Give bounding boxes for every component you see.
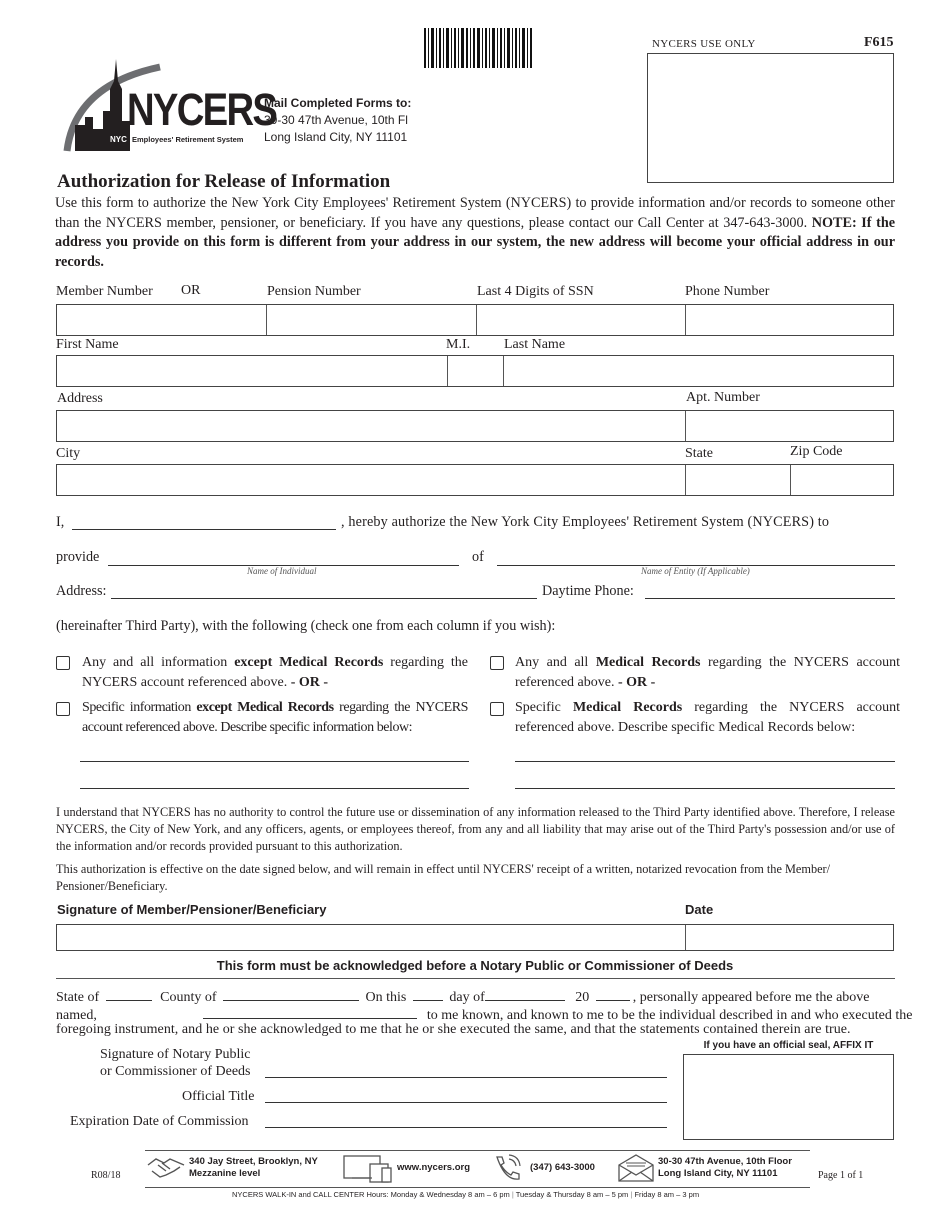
option-text-bold: Medical Records: [572, 700, 683, 715]
id-row-box: [56, 304, 894, 336]
i-label: I,: [56, 514, 65, 530]
authorizer-name-line[interactable]: [72, 529, 336, 530]
named-line[interactable]: [203, 1004, 417, 1019]
seal-label: If you have an official seal, AFFIX IT: [703, 1040, 874, 1051]
mail-icon: [617, 1153, 655, 1183]
entity-hint: Name of Entity (If Applicable): [641, 566, 750, 576]
form-id: F615: [864, 35, 894, 50]
handshake-icon: [146, 1153, 186, 1183]
option-text: regarding the NYCERS account referenced above. Describe specific information below:: [82, 700, 468, 735]
third-party-address-line[interactable]: [111, 598, 537, 599]
footer-website[interactable]: www.nycers.org: [397, 1162, 471, 1173]
personally-text: , personally appeared before me the above: [632, 990, 870, 1005]
hours-mon-wed: NYCERS WALK-IN and CALL CENTER Hours: Monday & Wednesday 8 am – 6 pm: [232, 1190, 510, 1199]
option-or: - OR -: [290, 675, 329, 690]
release-paragraph: I understand that NYCERS has no authority to control the future use or dissemination of any information released to the Third Party identified above. Therefore, I release NYCERS, the City of New York, and any officers, agents, or employees thereof, from any and all liability that may arise out of the Third Party's possession and/or use of the information and/or records provided pursuant to this authorization.: [56, 805, 895, 853]
hours-fri: Friday 8 am – 3 pm: [634, 1190, 700, 1199]
intro-text: Use this form to authorize the New York City Employees' Retirement System (NYCERS) to provide information and/or records to someone other than the NYCERS member, pensioner, or beneficiary. If you have any questions, please contact our Call Center at 347-643-3000.: [55, 195, 895, 231]
page-title: Authorization for Release of Information: [57, 171, 391, 192]
day-of-label: day of: [449, 990, 485, 1005]
page-number: Page 1 of 1: [818, 1170, 864, 1181]
barcode: [424, 28, 532, 68]
city-label: City: [56, 446, 81, 461]
zip-field[interactable]: [791, 465, 893, 495]
daytime-phone-line[interactable]: [645, 598, 895, 599]
use-only-label: NYCERS USE ONLY: [652, 38, 756, 50]
state-of-label: State of: [56, 990, 100, 1005]
checkbox-specific-medical[interactable]: [490, 702, 504, 716]
month-line[interactable]: [485, 986, 565, 1001]
authorize-text: , hereby authorize the New York City Employees' Retirement System (NYCERS) to: [341, 514, 830, 530]
option-text: Specific information: [82, 700, 197, 715]
date-field[interactable]: [686, 925, 893, 950]
footer-top-rule: [145, 1150, 810, 1151]
or-label: OR: [181, 283, 201, 298]
expiration-line[interactable]: [265, 1127, 667, 1128]
phone-label: Phone Number: [685, 284, 770, 299]
notary-sig-label-2: or Commissioner of Deeds: [100, 1064, 251, 1079]
option-text-bold: Medical Records: [595, 655, 701, 670]
zip-label: Zip Code: [790, 444, 843, 459]
signature-label: Signature of Member/Pensioner/Beneficiary: [57, 902, 327, 917]
option-specific-medical: [515, 698, 900, 738]
address-field[interactable]: [57, 411, 685, 441]
known-text: to me known, and known to me to be the individual described in and who executed the: [426, 1008, 913, 1023]
hours-sep: |: [630, 1190, 633, 1199]
mail-address-line1: 30-30 47th Avenue, 10th Fl: [264, 113, 408, 127]
notary-divider: [56, 978, 895, 979]
use-only-box: [647, 53, 894, 183]
intro-paragraph: [55, 194, 895, 272]
notary-line-2: [56, 1004, 913, 1024]
year-prefix: 20: [575, 990, 590, 1005]
signature-row-box: [56, 924, 894, 951]
mi-field[interactable]: [448, 356, 503, 386]
first-name-label: First Name: [56, 337, 119, 352]
of-label: of: [472, 549, 484, 565]
revision-code: R08/18: [91, 1170, 121, 1181]
notary-signature-line[interactable]: [265, 1077, 667, 1078]
apt-field[interactable]: [686, 411, 893, 441]
state-field[interactable]: [686, 465, 790, 495]
member-number-label: Member Number: [56, 284, 153, 299]
phone-icon: [491, 1153, 525, 1183]
ssn-field[interactable]: [477, 305, 685, 335]
county-of-line[interactable]: [223, 986, 359, 1001]
specific-medical-line-1[interactable]: [515, 761, 895, 762]
option-text: regarding the NYCERS account referenced above.: [82, 655, 468, 690]
footer-address1-line2: Mezzanine level: [189, 1168, 261, 1179]
option-all-except-medical: [82, 653, 468, 693]
pension-number-field[interactable]: [267, 305, 476, 335]
address-row-box: [56, 410, 894, 442]
checkbox-specific-except-medical[interactable]: [56, 702, 70, 716]
specific-info-line-2[interactable]: [80, 788, 469, 789]
name-hint: Name of Individual: [247, 566, 317, 576]
name-row-box: [56, 355, 894, 387]
notary-line-3: foregoing instrument, and he or she acknowledged to me that he or she executed the same, and that the statements contained therein are true.: [56, 1022, 851, 1037]
on-this-label: On this: [365, 990, 407, 1005]
mi-label: M.I.: [446, 337, 471, 352]
footer-address2-line2: Long Island City, NY 11101: [658, 1168, 778, 1179]
specific-medical-line-2[interactable]: [515, 788, 895, 789]
phone-field[interactable]: [686, 305, 893, 335]
option-text: regarding the NYCERS account referenced above. Describe specific Medical Records below:: [515, 700, 900, 735]
specific-info-line-1[interactable]: [80, 761, 469, 762]
last-name-field[interactable]: [504, 356, 893, 386]
last-name-label: Last Name: [504, 337, 566, 352]
state-of-line[interactable]: [106, 986, 152, 1001]
mail-label: Mail Completed Forms to:: [264, 96, 412, 110]
checkbox-all-medical[interactable]: [490, 656, 504, 670]
day-line[interactable]: [413, 986, 443, 1001]
county-of-label: County of: [160, 990, 217, 1005]
option-or: - OR -: [617, 675, 656, 690]
option-text: Any and all: [515, 655, 596, 670]
option-all-medical: [515, 653, 900, 693]
hours-tue-thu: Tuesday & Thursday 8 am – 5 pm: [515, 1190, 629, 1199]
devices-icon: [342, 1154, 394, 1184]
member-number-field[interactable]: [57, 305, 266, 335]
footer-hours: [232, 1190, 699, 1199]
option-specific-except-medical: [82, 698, 468, 738]
first-name-field[interactable]: [57, 356, 447, 386]
signature-field[interactable]: [57, 925, 685, 950]
named-label: named,: [56, 1008, 97, 1023]
footer-address1-line1: 340 Jay Street, Brooklyn, NY: [189, 1156, 318, 1167]
mail-address-line2: Long Island City, NY 11101: [264, 130, 408, 144]
expiration-label: Expiration Date of Commission: [70, 1114, 249, 1129]
option-text: regarding the NYCERS account referenced above.: [515, 655, 900, 690]
pension-number-label: Pension Number: [267, 284, 361, 299]
notary-heading: This form must be acknowledged before a Notary Public or Commissioner of Deeds: [216, 958, 734, 973]
address-label: Address: [57, 391, 103, 406]
option-text-bold: except Medical Records: [196, 700, 334, 715]
logo-subtitle: Employees' Retirement System: [132, 135, 244, 144]
city-row-box: [56, 464, 894, 496]
option-text: Any and all information: [82, 655, 235, 670]
seal-box: [683, 1054, 894, 1140]
footer-phone[interactable]: (347) 643-3000: [530, 1162, 595, 1173]
effective-paragraph: This authorization is effective on the date signed below, and will remain in effect until NYCERS' receipt of a written, notarized revocation from the Member/ Pensioner/Beneficiary.: [56, 862, 831, 893]
provide-label: provide: [56, 549, 100, 565]
official-title-line[interactable]: [265, 1102, 667, 1103]
address-line-label: Address:: [56, 583, 107, 599]
footer-address2-line1: 30-30 47th Avenue, 10th Floor: [658, 1156, 792, 1167]
apt-label: Apt. Number: [686, 390, 760, 405]
ssn-label: Last 4 Digits of SSN: [477, 284, 594, 299]
hours-sep: |: [511, 1190, 514, 1199]
state-label: State: [685, 446, 713, 461]
checkbox-all-except-medical[interactable]: [56, 656, 70, 670]
hereinafter-text: (hereinafter Third Party), with the following (check one from each column if you wish):: [56, 618, 556, 634]
notary-sig-label-1: Signature of Notary Public: [100, 1047, 251, 1062]
option-text-bold: except Medical Records: [234, 655, 384, 670]
year-line[interactable]: [596, 986, 630, 1001]
option-text: Specific: [515, 700, 573, 715]
city-field[interactable]: [57, 465, 685, 495]
logo-prefix: NYC: [110, 135, 127, 144]
official-title-label: Official Title: [182, 1089, 255, 1104]
notary-line-1: [56, 986, 895, 1006]
date-label: Date: [685, 902, 714, 917]
intro-note: NOTE: If the address you provide on this form is different from your address in our system, the new address will become your official address in our records.: [55, 214, 896, 270]
logo-text: NYCERS: [127, 84, 277, 135]
footer-bottom-rule: [145, 1187, 810, 1188]
daytime-phone-label: Daytime Phone:: [542, 583, 634, 599]
